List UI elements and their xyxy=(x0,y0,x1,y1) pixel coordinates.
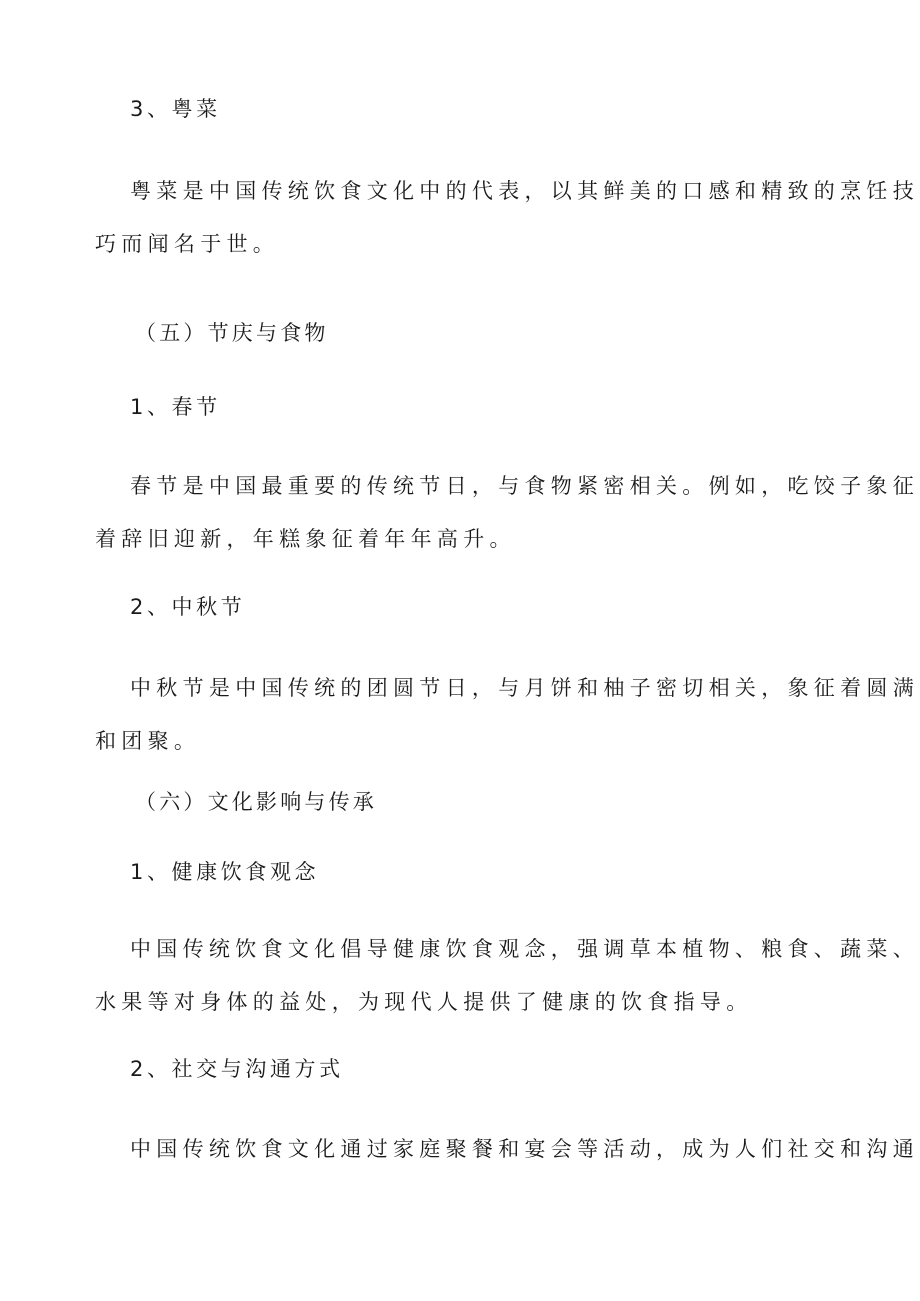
section-heading-culture: （六）文化影响与传承 xyxy=(135,790,377,814)
paragraph-line: 着辞旧迎新，年糕象征着年年高升。 xyxy=(95,527,516,551)
paragraph-line: 和团聚。 xyxy=(95,729,201,753)
heading-social: 2、社交与沟通方式 xyxy=(130,1057,344,1081)
section-heading-festivals: （五）节庆与食物 xyxy=(135,321,329,345)
heading-healthy-diet: 1、健康饮食观念 xyxy=(130,860,320,884)
paragraph-line: 中秋节是中国传统的团圆节日，与月饼和柚子密切相关，象征着圆满 xyxy=(130,676,919,700)
paragraph-line: 巧而闻名于世。 xyxy=(95,232,280,256)
paragraph-line: 水果等对身体的益处，为现代人提供了健康的饮食指导。 xyxy=(95,990,753,1014)
paragraph-line: 春节是中国最重要的传统节日，与食物紧密相关。例如，吃饺子象征 xyxy=(130,474,919,498)
paragraph-line: 粤菜是中国传统饮食文化中的代表，以其鲜美的口感和精致的烹饪技 xyxy=(130,179,919,203)
heading-yue-cuisine: 3、粤菜 xyxy=(130,97,221,121)
paragraph-line: 中国传统饮食文化倡导健康饮食观念，强调草本植物、粮食、蔬菜、 xyxy=(130,937,919,961)
paragraph-line: 中国传统饮食文化通过家庭聚餐和宴会等活动，成为人们社交和沟通 xyxy=(130,1137,919,1161)
heading-mid-autumn: 2、中秋节 xyxy=(130,595,246,619)
heading-spring-festival: 1、春节 xyxy=(130,395,221,419)
